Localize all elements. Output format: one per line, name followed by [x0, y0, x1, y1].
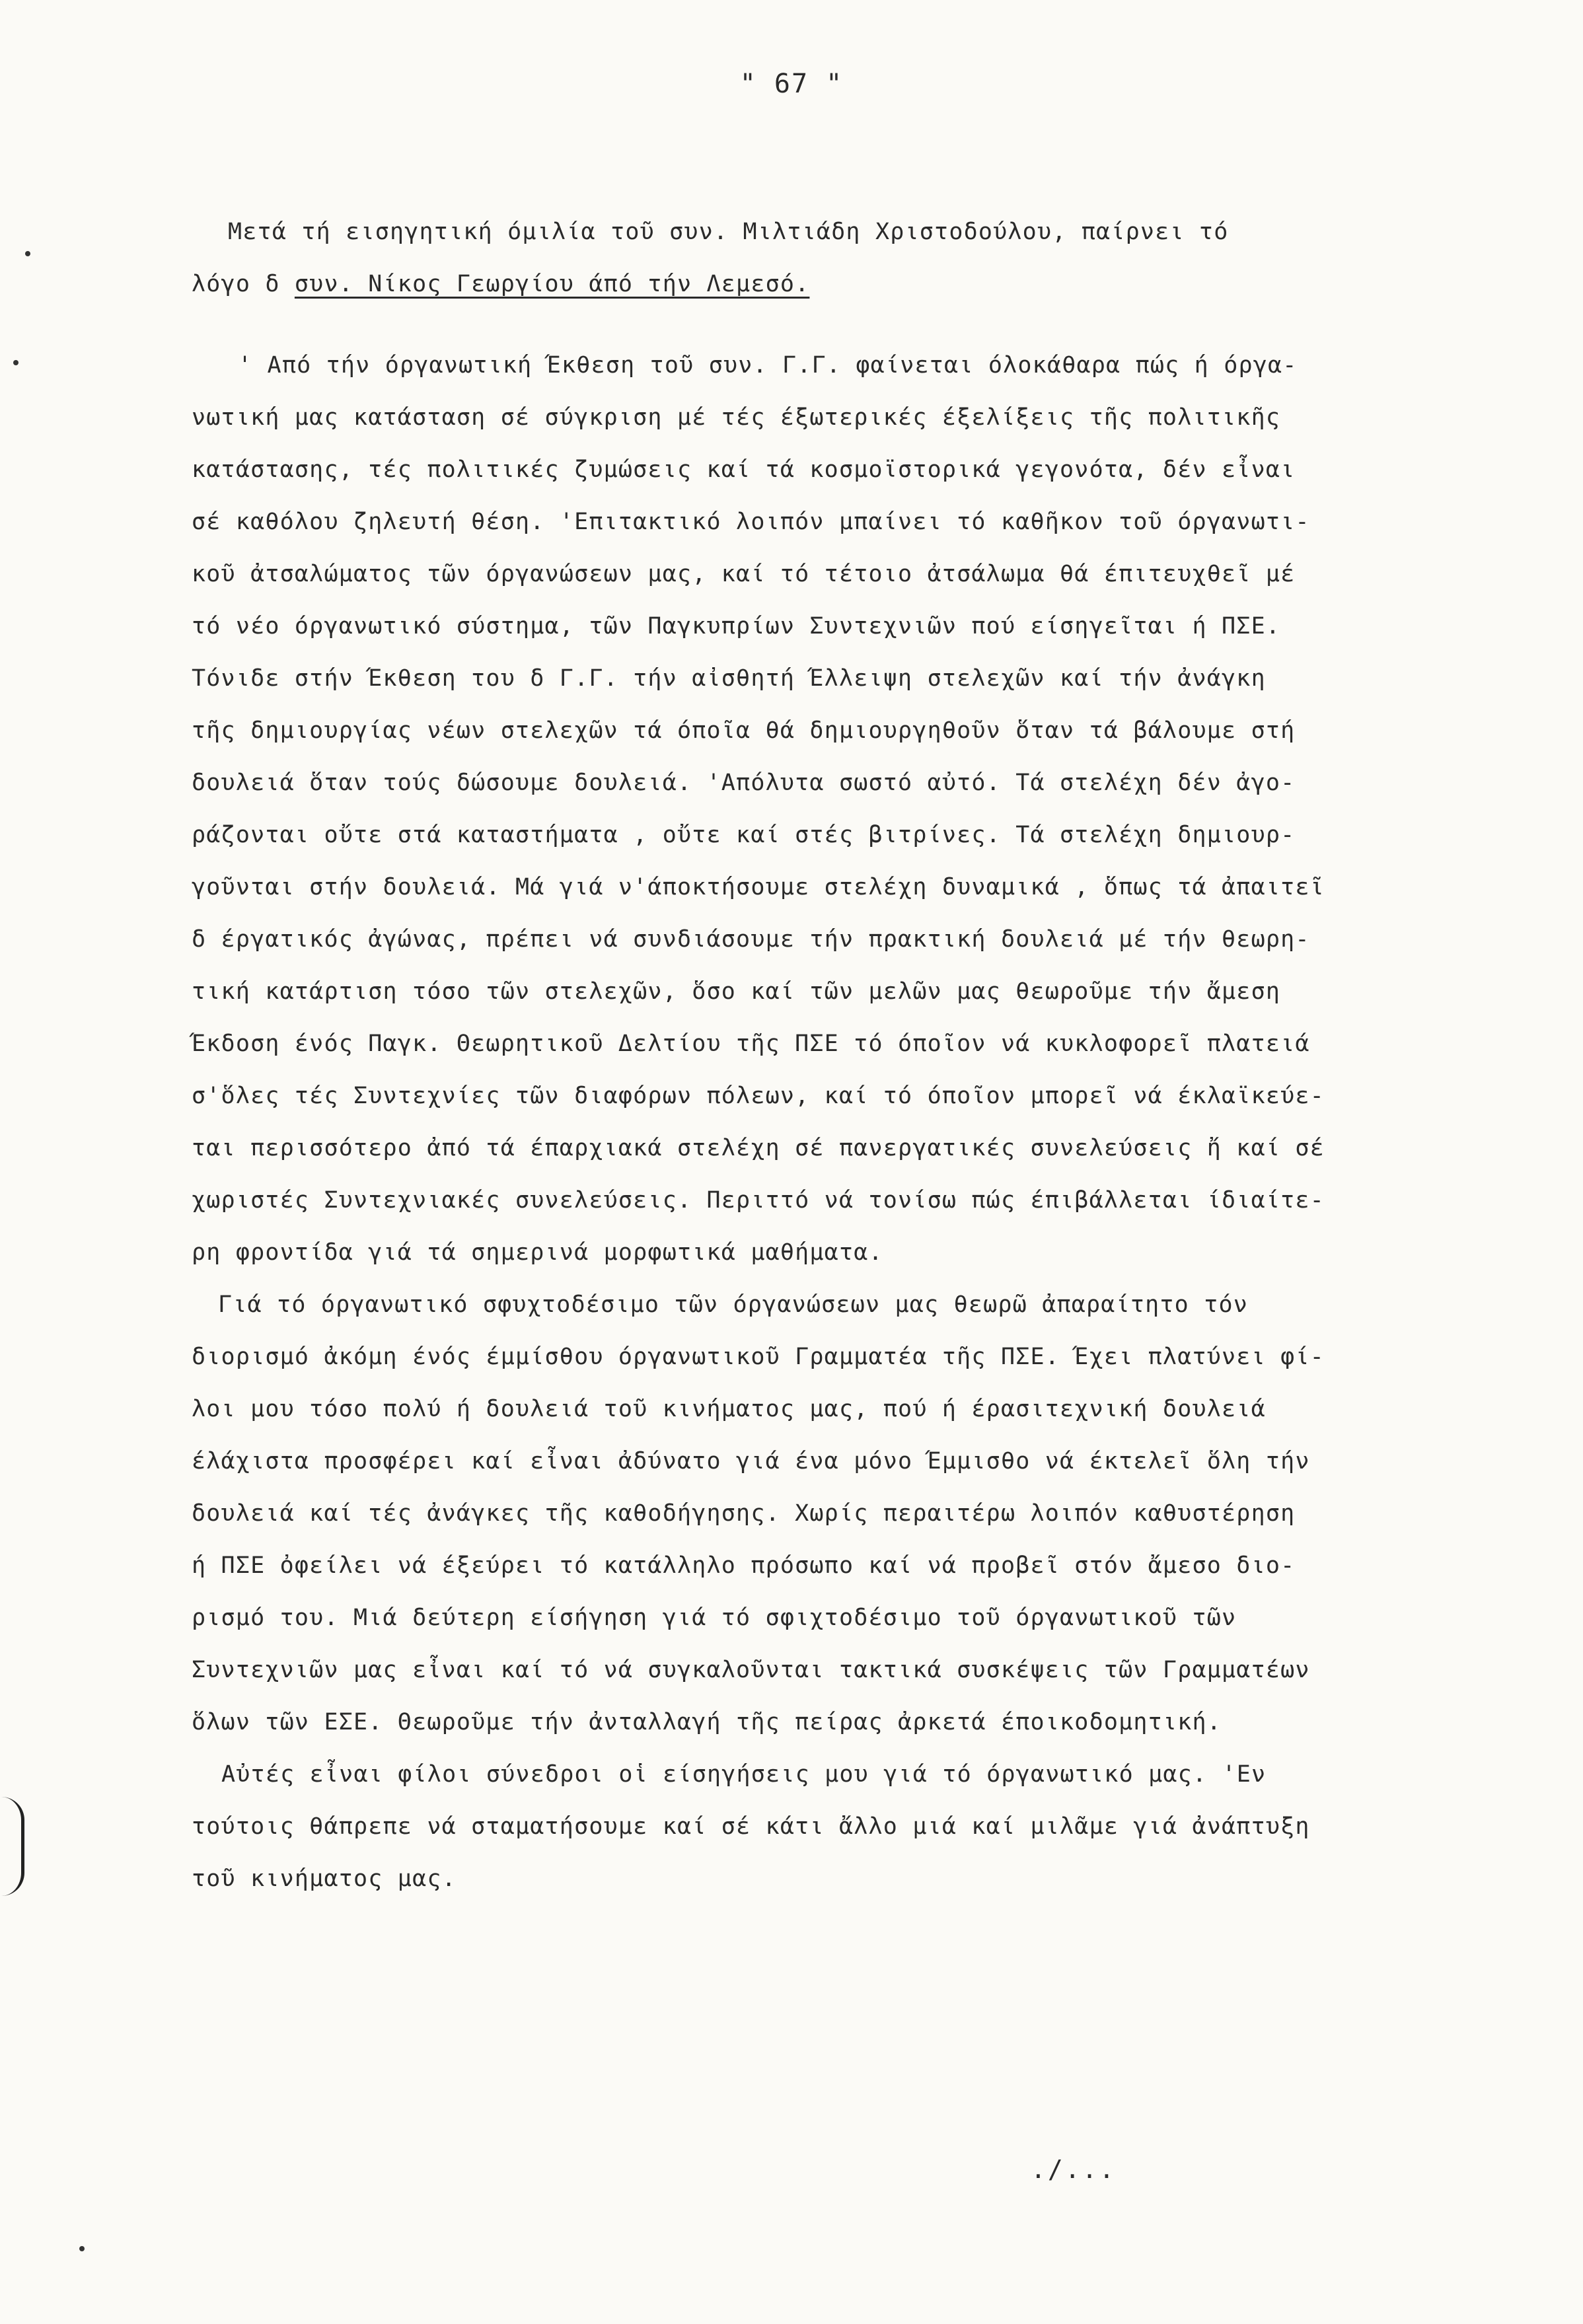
text-line: ή ΠΣΕ ὀφείλει νά έξεύρει τό κατάλληλο πρόσωπο καί νά προβεῖ στόν ἄμεσο διο- — [192, 1552, 1296, 1579]
text-line: τοῦ κινήματος μας. — [192, 1866, 457, 1892]
text-line: κοῦ ἀτσαλώματος τῶν όργανώσεων μας, καί τό τέτοιο ἀτσάλωμα θά έπιτευχθεῖ μέ — [192, 561, 1296, 587]
text-line: έλάχιστα προσφέρει καί εἶναι ἀδύνατο γιά ένα μόνο Έμμισθο νά έκτελεῖ ὅλη τήν — [192, 1448, 1310, 1474]
text-line: γοῦνται στήν δουλειά. Μά γιά ν'άποκτήσουμε στελέχη δυναμικά , ὅπως τά ἀπαιτεῖ — [192, 874, 1325, 900]
text-line: Τόνιδε στήν Έκθεση του δ Γ.Γ. τήν αἰσθητή Έλλειψη στελεχῶν καί τήν ἀνάγκη — [192, 665, 1266, 692]
text-line: νωτική μας κατάσταση σέ σύγκριση μέ τές έξωτερικές έξελίξεις τῆς πολιτικῆς — [192, 404, 1281, 431]
text-line: Μετά τή εισηγητική όμιλία τοῦ συν. Μιλτιάδη Χριστοδούλου, παίρνει τό — [228, 219, 1229, 245]
text-line: ράζονται οὔτε στά καταστήματα , οὔτε καί στές βιτρίνες. Τά στελέχη δημιουρ- — [192, 822, 1296, 848]
text-line: δουλειά καί τές ἀνάγκες τῆς καθοδήγησης. Χωρίς περαιτέρω λοιπόν καθυστέρηση — [192, 1500, 1296, 1527]
paragraph-gap — [192, 310, 1487, 340]
text-line: τό νέο όργανωτικό σύστημα, τῶν Παγκυπρίων Συντεχνιῶν πού είσηγεῖται ή ΠΣΕ. — [192, 613, 1281, 639]
continuation-mark: ./... — [1031, 2155, 1117, 2184]
text-line: Αὐτές εἶναι φίλοι σύνεδροι οἱ είσηγήσεις μου γιά τό όργανωτικό μας. 'Εν — [221, 1761, 1267, 1788]
text-line: λοι μου τόσο πολύ ή δουλειά τοῦ κινήματος μας, πού ή έρασιτεχνική δουλειά — [192, 1396, 1266, 1422]
text-line: διορισμό ἀκόμη ένός έμμίσθου όργανωτικοῦ Γραμματέα τῆς ΠΣΕ. Έχει πλατύνει φί- — [192, 1344, 1325, 1370]
text-line: ' Από τήν όργανωτική Έκθεση τοῦ συν. Γ.Γ. φαίνεται όλοκάθαρα πώς ή όργα- — [238, 352, 1298, 379]
text-line: κατάστασης, τές πολιτικές ζυμώσεις καί τά κοσμοϊστορικά γεγονότα, δέν εἶναι — [192, 456, 1296, 483]
text-line: ται περισσότερο ἀπό τά έπαρχιακά στελέχη σέ πανεργατικές συνελεύσεις ἤ καί σέ — [192, 1135, 1325, 1161]
text-line — [192, 258, 1487, 310]
page-number: " 67 " — [739, 69, 844, 99]
text-line: σέ καθόλου ζηλευτή θέση. 'Επιτακτικό λοιπόν μπαίνει τό καθῆκον τοῦ όργανωτι- — [192, 509, 1310, 535]
text-line: ὅλων τῶν ΕΣΕ. Θεωροῦμε τήν ἀνταλλαγή τῆς πείρας ἀρκετά έποικοδομητική. — [192, 1709, 1222, 1735]
text-line: Συντεχνιῶν μας εἶναι καί τό νά συγκαλοῦνται τακτικά συσκέψεις τῶν Γραμματέων — [192, 1657, 1310, 1683]
text-line: δ έργατικός ἀγώνας, πρέπει νά συνδιάσουμε τήν πρακτική δουλειά μέ τήν θεωρη- — [192, 926, 1310, 953]
underlined-speaker-name: συν. Νίκος Γεωργίου άπό τήν Λεμεσό. — [294, 271, 810, 297]
margin-bracket-mark — [1, 1797, 24, 1896]
text-line: τική κατάρτιση τόσο τῶν στελεχῶν, ὅσο καί τῶν μελῶν μας θεωροῦμε τήν ἄμεση — [192, 978, 1281, 1005]
margin-dot — [25, 251, 30, 256]
text-line: Έκδοση ένός Παγκ. Θεωρητικοῦ Δελτίου τῆς ΠΣΕ τό όποῖον νά κυκλοφορεῖ πλατειά — [192, 1031, 1310, 1057]
text-line: ρισμό του. Μιά δεύτερη είσήγηση γιά τό σφιχτοδέσιμο τοῦ όργανωτικοῦ τῶν — [192, 1605, 1237, 1631]
text-line-prefix: λόγο δ — [192, 271, 295, 297]
text-line: τούτοις θάπρεπε νά σταματήσουμε καί σέ κάτι ἄλλο μιά καί μιλᾶμε γιά ἀνάπτυξη — [192, 1813, 1310, 1840]
text-line: Γιά τό όργανωτικό σφυχτοδέσιμο τῶν όργανώσεων μας θεωρῶ ἀπαραίτητο τόν — [218, 1291, 1249, 1318]
text-line: χωριστές Συντεχνιακές συνελεύσεις. Περιττό νά τονίσω πώς έπιβάλλεται ίδιαίτε- — [192, 1187, 1325, 1214]
text-line: ρη φροντίδα γιά τά σημερινά μορφωτικά μαθήματα. — [192, 1239, 883, 1266]
text-line: τῆς δημιουργίας νέων στελεχῶν τά όποῖα θά δημιουργηθοῦν ὅταν τά βάλουμε στή — [192, 717, 1296, 744]
margin-dot — [79, 2246, 85, 2251]
margin-dot — [13, 360, 18, 365]
text-line: σ'ὅλες τές Συντεχνίες τῶν διαφόρων πόλεων, καί τό όποῖον μπορεῖ νά έκλαϊκεύε- — [192, 1083, 1325, 1109]
text-line: δουλειά ὅταν τούς δώσουμε δουλειά. 'Απόλυτα σωστό αὐτό. Τά στελέχη δέν ἀγο- — [192, 770, 1296, 796]
body-text — [192, 206, 1487, 1905]
